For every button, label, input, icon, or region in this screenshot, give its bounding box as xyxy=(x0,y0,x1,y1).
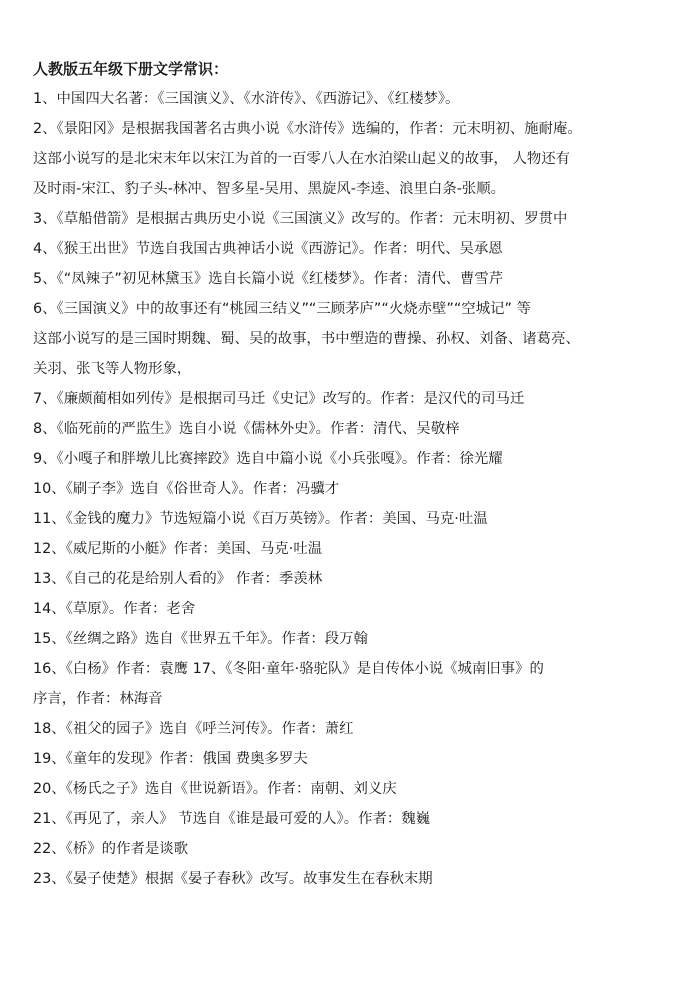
document-title: 人教版五年级下册文学常识： xyxy=(33,60,229,78)
list-item xyxy=(33,444,678,474)
list-item xyxy=(33,534,678,564)
list-item xyxy=(33,204,678,234)
list-item xyxy=(33,474,678,504)
list-item-line: 9、《小嘎子和胖墩儿比赛摔跤》选自中篇小说《小兵张嘎》。作者：徐光耀 xyxy=(33,451,503,467)
list-item xyxy=(33,774,678,804)
list-item-line: 10、《刷子李》选自《俗世奇人》。作者：冯骥才 xyxy=(33,481,340,497)
list-item-line: 20、《杨氏之子》选自《世说新语》。作者：南朝、刘义庆 xyxy=(33,781,397,797)
list-item-line: 8、《临死前的严监生》选自小说《儒林外史》。作者：清代、吴敬梓 xyxy=(33,421,460,437)
knowledge-list xyxy=(33,84,678,894)
list-item-line: 1、中国四大名著：《三国演义》、《水浒传》、《西游记》、《红楼梦》。 xyxy=(33,91,460,107)
list-item-line: 12、《威尼斯的小艇》作者：美国、马克·吐温 xyxy=(33,541,323,557)
list-item-line: 关羽、张飞等人物形象， xyxy=(33,361,192,377)
list-item-line: 23、《晏子使楚》根据《晏子春秋》改写。故事发生在春秋末期 xyxy=(33,871,433,887)
list-item xyxy=(33,594,678,624)
list-item-line: 6、《三国演义》中的故事还有“桃园三结义”“三顾茅庐”“火烧赤壁”“空城记” 等 xyxy=(33,301,531,317)
list-item-line: 5、《“凤辣子”初见林黛玉》选自长篇小说《红楼梦》。作者：清代、曹雪芹 xyxy=(33,271,504,287)
list-item xyxy=(33,84,678,114)
list-item-line: 这部小说写的是三国时期魏、蜀、吴的故事，书中塑造的曹操、孙权、刘备、诸葛亮、 xyxy=(33,331,580,347)
list-item xyxy=(33,804,678,834)
list-item-line: 13、《自己的花是给别人看的》 作者：季羡林 xyxy=(33,571,323,587)
list-item-line: 7、《廉颇蔺相如列传》是根据司马迁《史记》改写的。作者：是汉代的司马迁 xyxy=(33,391,525,407)
list-item-line: 18、《祖父的园子》选自《呼兰河传》。作者：萧红 xyxy=(33,721,354,737)
list-item-line: 4、《猴王出世》节选自我国古典神话小说《西游记》。作者：明代、吴承恩 xyxy=(33,241,503,257)
list-item xyxy=(33,744,678,774)
list-item xyxy=(33,294,678,384)
list-item xyxy=(33,384,678,414)
list-item-line: 16、《白杨》作者：袁鹰 17、《冬阳·童年·骆驼队》是自传体小说《城南旧事》的 xyxy=(33,661,544,677)
list-item-line: 21、《再见了，亲人》 节选自《谁是最可爱的人》。作者：魏巍 xyxy=(33,811,431,827)
list-item-line: 3、《草船借箭》是根据古典历史小说《三国演义》改写的。作者：元末明初、罗贯中 xyxy=(33,211,568,227)
list-item xyxy=(33,654,678,714)
document-body xyxy=(33,54,678,894)
list-item-line: 及时雨-宋江、豹子头-林冲、智多星-吴用、黑旋风-李逵、浪里白条-张顺。 xyxy=(33,181,506,197)
list-item xyxy=(33,714,678,744)
list-item-line: 序言，作者：林海音 xyxy=(33,691,163,707)
list-item-line: 2、《景阳冈》是根据我国著名古典小说《水浒传》选编的，作者：元末明初、施耐庵。 xyxy=(33,121,582,137)
list-item-line: 这部小说写的是北宋末年以宋江为首的一百零八人在水泊梁山起义的故事， 人物还有 xyxy=(33,151,571,167)
list-item xyxy=(33,264,678,294)
list-item xyxy=(33,624,678,654)
list-item xyxy=(33,564,678,594)
list-item xyxy=(33,414,678,444)
list-item xyxy=(33,504,678,534)
list-item-line: 11、《金钱的魔力》节选短篇小说《百万英镑》。作者：美国、马克·吐温 xyxy=(33,511,488,527)
list-item-line: 14、《草原》。作者：老舍 xyxy=(33,601,196,617)
list-item-line: 19、《童年的发现》作者：俄国 费奥多罗夫 xyxy=(33,751,308,767)
list-item xyxy=(33,114,678,204)
list-item xyxy=(33,834,678,864)
list-item xyxy=(33,234,678,264)
list-item-line: 22、《桥》的作者是谈歌 xyxy=(33,841,189,857)
list-item-line: 15、《丝绸之路》选自《世界五千年》。作者：段万翰 xyxy=(33,631,368,647)
list-item xyxy=(33,864,678,894)
